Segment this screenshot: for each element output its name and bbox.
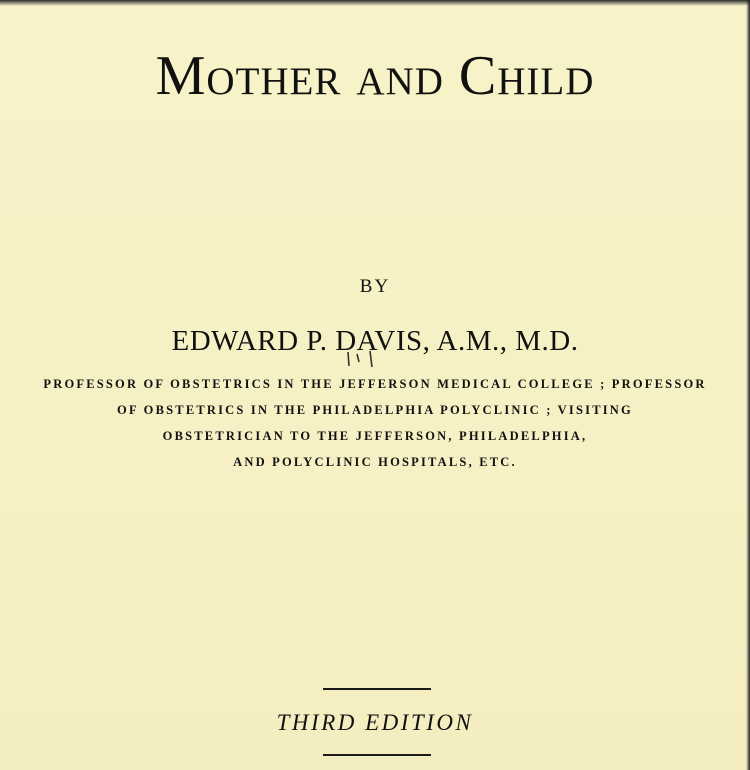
handwritten-mark-icon	[344, 348, 378, 370]
scan-edge-right	[746, 0, 750, 770]
book-title: Mother and Child	[155, 45, 595, 107]
divider-rule-top	[323, 688, 431, 690]
affiliation-line-1: PROFESSOR OF OBSTETRICS IN THE JEFFERSON MEDICAL COLLEGE ; PROFESSOR	[43, 377, 707, 391]
author-name: EDWARD P. DAVIS, A.M., M.D.	[171, 325, 579, 357]
divider-rule-bottom	[323, 754, 431, 756]
scan-edge-top	[0, 0, 750, 6]
affiliation-line-2: OF OBSTETRICS IN THE PHILADELPHIA POLYCLINIC ; VISITING	[117, 403, 633, 417]
affiliation-line-4: AND POLYCLINIC HOSPITALS, ETC.	[233, 455, 517, 469]
affiliation-line-3: OBSTETRICIAN TO THE JEFFERSON, PHILADELPHIA,	[162, 429, 588, 443]
edition-label: THIRD EDITION	[276, 710, 474, 735]
byline: BY	[359, 276, 391, 297]
